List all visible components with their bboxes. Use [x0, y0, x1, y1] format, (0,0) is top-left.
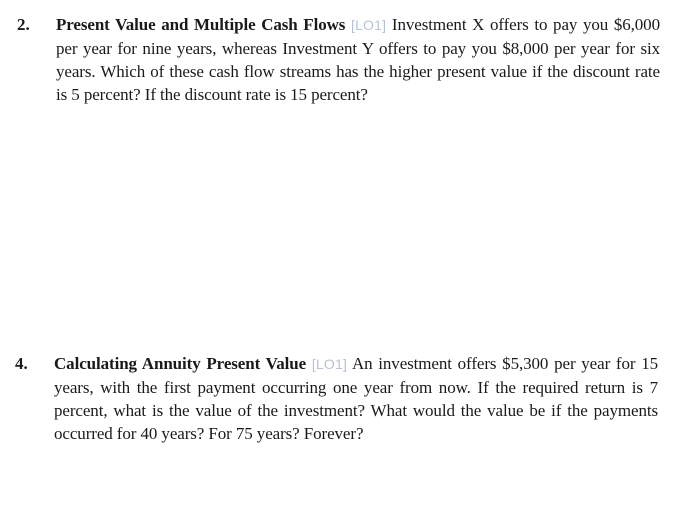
problem-title: Calculating Annuity Present Value	[54, 354, 307, 373]
problem-text: Investment X offers to pay you $6,000 per year for nine years, whereas Investment Y offers to pay you $8,000 per year for six years. Which of these cash flow streams has the higher present value if the discount rate is 5 percent? If the discount rate is 15 percent?	[56, 15, 660, 104]
problem-number: 2.	[17, 15, 30, 34]
problem-title: Present Value and Multiple Cash Flows	[56, 15, 346, 34]
problem-text: An investment offers $5,300 per year for 15 years, with the first payment occurring one year from now. If the required return is 7 percent, what is the value of the investment? What would the value be if the payments occurred for 40 years? For 75 years? Forever?	[54, 354, 658, 443]
learning-objective-tag: [LO1]	[311, 356, 348, 372]
problem-body	[56, 13, 660, 106]
learning-objective-tag: [LO1]	[350, 17, 387, 33]
problem-number: 4.	[15, 354, 28, 373]
problem-body	[54, 352, 658, 445]
